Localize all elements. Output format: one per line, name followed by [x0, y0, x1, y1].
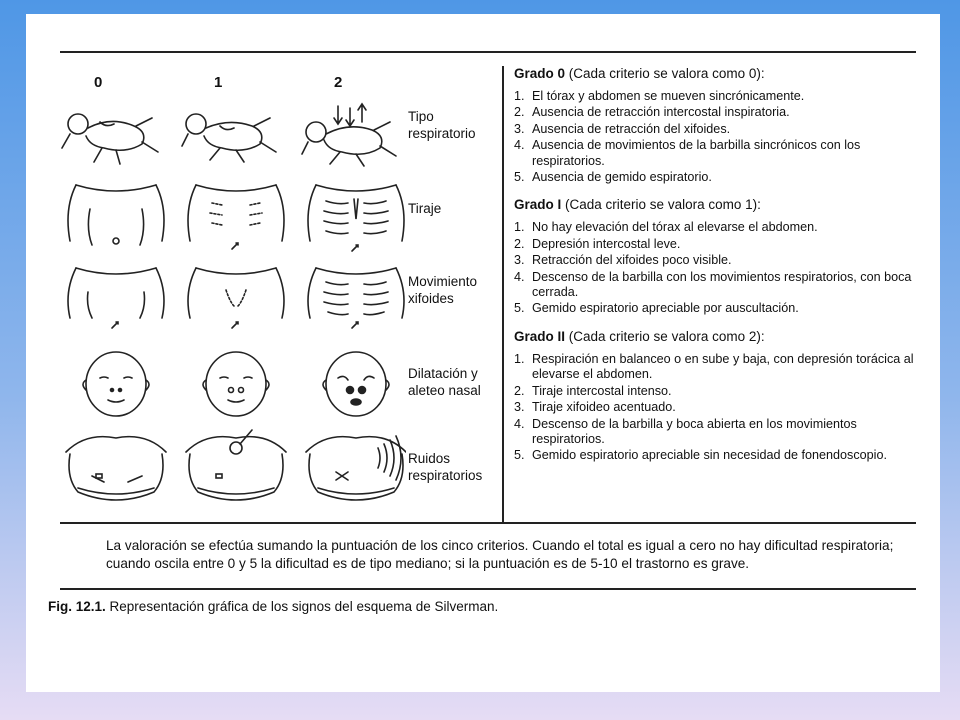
grade-criteria-list — [514, 352, 914, 464]
abdomen-grade-0 — [66, 437, 166, 500]
grade-descriptions — [514, 66, 914, 476]
chest-xiphoid-grade-2 — [308, 268, 404, 328]
grade-criteria-list — [514, 89, 914, 185]
row-label-retraction: Tiraje — [408, 201, 442, 216]
abdomen-stethoscope-illustrations — [56, 428, 406, 510]
figure-caption — [48, 599, 748, 614]
face-grade-0 — [83, 352, 149, 416]
abdomen-grade-1 — [186, 430, 286, 500]
document-page — [26, 14, 940, 692]
caption-label: Fig. 12.1. — [48, 599, 106, 614]
middle-rule — [60, 522, 916, 524]
grade-block-2 — [514, 329, 914, 464]
column-header-0: 0 — [94, 74, 103, 91]
grade-name: Grado II — [514, 328, 566, 344]
criterion-item: 2. Depresión intercostal leve. — [514, 236, 681, 251]
infant-lying-grade-2 — [302, 104, 396, 166]
column-header-1: 1 — [214, 74, 223, 91]
face-grade-2 — [323, 352, 389, 416]
grade-name: Grado I — [514, 197, 562, 213]
grade-title — [514, 66, 914, 81]
caption-text: Representación gráfica de los signos del esquema de Silverman. — [109, 599, 499, 614]
row-label-xiphoid: Movimiento xifoides — [408, 274, 478, 306]
figure-row-xiphoid — [56, 262, 406, 342]
face-illustrations — [56, 346, 406, 426]
criterion-item: 1. El tórax y abdomen se mueven sincrónicamente. — [514, 89, 805, 103]
criterion-item: 4. Ausencia de movimientos de la barbilla sincrónicos con los respiratorios. — [514, 138, 861, 168]
grade-block-1 — [514, 197, 914, 316]
chest-grade-1 — [188, 185, 284, 249]
grade-criteria-list — [514, 220, 914, 316]
criterion-item: 1. Respiración en balanceo o en sube y baja, con depresión torácica al elevarse el abdomen. — [514, 351, 914, 382]
chest-grade-2 — [308, 185, 404, 251]
criterion-item: 3. Tiraje xifoideo acentuado. — [514, 400, 676, 415]
grade-title — [514, 197, 914, 212]
criterion-item: 5. Gemido espiratorio apreciable por auscultación. — [514, 301, 799, 316]
grade-block-0 — [514, 66, 914, 185]
chest-xiphoid-grade-0 — [68, 268, 164, 328]
grade-note: (Cada criterio se valora como 0): — [568, 66, 765, 81]
criterion-item: 4. Descenso de la barbilla con los movimientos respiratorios, con boca cerrada. — [514, 269, 912, 300]
scoring-summary: La valoración se efectúa sumando la puntuación de los cinco criterios. Cuando el total es igual a cero no hay dificultad respiratoria; cuando oscila entre 0 y 5 la dificultad es de tipo mediano; si la puntuación es de 5-10 el trastorno es grave. — [106, 538, 894, 571]
grade-note: (Cada criterio se valora como 2): — [568, 328, 765, 344]
face-grade-1 — [203, 352, 269, 416]
criterion-item: 5. Gemido espiratorio apreciable sin necesidad de fonendoscopio. — [514, 448, 887, 463]
criterion-item: 3. Retracción del xifoides poco visible. — [514, 253, 732, 268]
grade-name: Grado 0 — [514, 66, 566, 81]
row-label-respiratory-sounds: Ruidos respiratorios — [408, 451, 483, 483]
bottom-rule — [60, 588, 916, 590]
infant-lying-grade-0 — [62, 114, 158, 164]
criterion-item: 2. Tiraje intercostal intenso. — [514, 383, 672, 398]
chest-xiphoid-illustrations — [56, 262, 406, 342]
infant-lying-grade-1 — [182, 114, 276, 162]
grade-title — [514, 329, 914, 344]
figure-row-nasal-flaring — [56, 346, 406, 426]
column-header-2: 2 — [334, 74, 343, 91]
column-divider — [502, 66, 504, 522]
figure-row-respiratory-sounds — [56, 428, 406, 510]
row-label-nasal-flaring: Dilatación y aleteo nasal — [408, 366, 481, 398]
score-column-headers — [26, 74, 426, 94]
grade-note: (Cada criterio se valora como 1): — [565, 197, 761, 213]
figure-row-retraction — [56, 179, 406, 259]
criterion-item: 1. No hay elevación del tórax al elevarse el abdomen. — [514, 220, 818, 235]
criterion-item: 5. Ausencia de gemido espiratorio. — [514, 170, 712, 185]
top-rule — [60, 51, 916, 53]
criterion-item: 3. Ausencia de retracción del xifoides. — [514, 121, 731, 136]
criterion-item: 4. Descenso de la barbilla y boca abierta en los movimientos respiratorios. — [514, 416, 857, 446]
abdomen-grade-2 — [306, 436, 406, 500]
infant-lying-illustrations — [56, 102, 406, 172]
chest-grade-0 — [68, 185, 164, 245]
figure-row-respiratory-type — [56, 102, 406, 172]
row-label-respiratory-type: Tipo respiratorio — [408, 109, 476, 141]
chest-retraction-illustrations — [56, 179, 406, 259]
chest-xiphoid-grade-1 — [188, 268, 284, 328]
criterion-item: 2. Ausencia de retracción intercostal inspiratoria. — [514, 105, 790, 120]
